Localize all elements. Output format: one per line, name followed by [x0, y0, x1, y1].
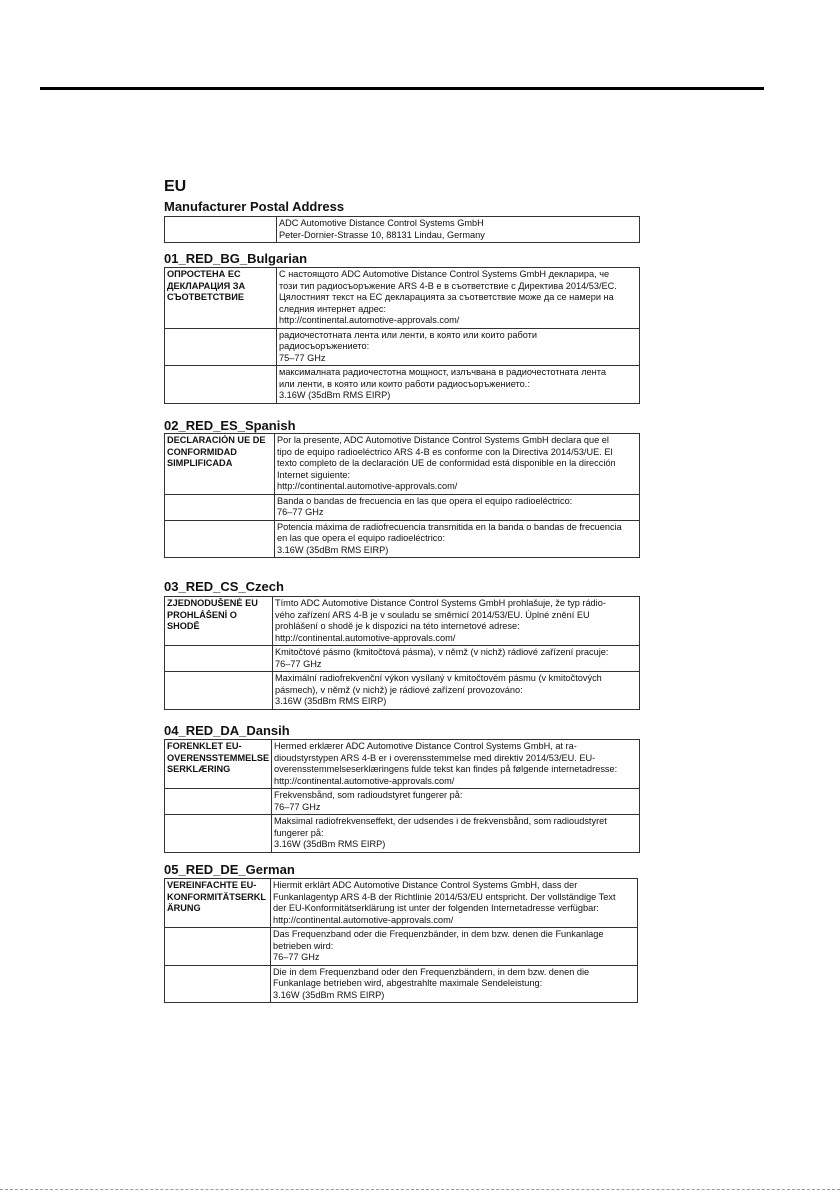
declaration-text-cell: [271, 965, 638, 1003]
declaration-text-line: 76–77 GHz: [273, 952, 320, 962]
declaration-label-line: ДЕКЛАРАЦИЯ ЗА: [167, 280, 246, 291]
declaration-row: [165, 672, 640, 710]
declaration-text-line: prohlášení o shodě je k dispozici na této internetové adrese:: [275, 621, 520, 631]
declaration-text-line: betrieben wird:: [273, 940, 334, 951]
section-heading: 01_RED_BG_Bulgarian: [164, 251, 308, 266]
declaration-text-cell: [277, 268, 640, 329]
declaration-text-line: pásmech), v němž (v nichž) je rádiové zařízení provozováno:: [275, 684, 523, 695]
declaration-table: [164, 433, 640, 558]
declaration-text-line: Funkanlagentyp ARS 4-B der Richtlinie 2014/53/EU entspricht. Der vollständige Text: [273, 891, 616, 902]
header-rule: [40, 87, 764, 90]
page-bottom-edge: [0, 1189, 840, 1190]
section-heading: 03_RED_CS_Czech: [164, 579, 284, 594]
declaration-text-line: Maksimal radiofrekvenseffekt, der udsendes i de frekvensbånd, som radioudstyret: [274, 816, 607, 826]
declaration-row: [165, 328, 640, 366]
declaration-text-line: 3.16W (35dBm RMS EIRP): [274, 839, 386, 849]
declaration-text-line: радиосъоръжението:: [279, 341, 370, 351]
declaration-label-line: SERKLÆRING: [167, 764, 231, 774]
declaration-label-cell: [165, 740, 272, 789]
declaration-row: [165, 646, 640, 672]
declaration-text-line: Potencia máxima de radiofrecuencia transmitida en la banda o bandas de frecuencia: [277, 521, 622, 532]
declaration-text-cell: [275, 520, 640, 558]
declaration-text-cell: [271, 928, 638, 966]
declaration-text-line: http://continental.automotive-approvals.com/: [277, 481, 458, 491]
declaration-label-cell: [165, 328, 277, 366]
declaration-table: [164, 596, 640, 710]
declaration-text-line: 3.16W (35dBm RMS EIRP): [273, 989, 385, 1000]
declaration-table: [164, 267, 640, 404]
manufacturer-table: [164, 216, 640, 243]
manufacturer-address-cell: [277, 217, 640, 243]
manufacturer-row: [165, 217, 640, 243]
declaration-label-line: PROHLÁŠENÍ O: [167, 609, 237, 620]
declaration-label-line: SIMPLIFICADA: [167, 458, 233, 468]
declaration-text-line: der EU-Konformitätserklärung ist unter der folgenden Internetadresse verfügbar:: [273, 903, 599, 913]
declaration-text-line: С настоящото ADC Automotive Distance Control Systems GmbH декларира, че: [279, 269, 610, 279]
declaration-text-line: http://continental.automotive-approvals.com/: [273, 914, 454, 925]
declaration-row: [165, 965, 638, 1003]
declaration-text-line: 3.16W (35dBm RMS EIRP): [279, 390, 391, 400]
declaration-label-cell: [165, 672, 273, 710]
declaration-text-line: максималната радиочестотна мощност, излъчвана в радиочестотната лента: [279, 367, 606, 377]
declaration-label-line: ОПРОСТЕНА ЕС: [167, 269, 241, 279]
declaration-label-cell: [165, 928, 271, 966]
manufacturer-street: Peter-Dornier-Strasse 10, 88131 Lindau, Germany: [279, 229, 485, 240]
declaration-text-line: Frekvensbånd, som radioudstyret fungerer på:: [274, 790, 463, 800]
declaration-text-cell: [272, 815, 640, 853]
declaration-label-cell: [165, 494, 275, 520]
declaration-text-line: радиочестотната лента или ленти, в която или които работи: [279, 329, 538, 340]
region-title: EU: [164, 178, 187, 195]
declaration-row: [165, 879, 638, 928]
declaration-table: [164, 739, 640, 853]
declaration-label-line: ZJEDNODUŠENÉ EU: [167, 598, 258, 608]
section-heading: 02_RED_ES_Spanish: [164, 418, 296, 433]
declaration-text-line: този тип радиосъоръжение ARS 4-B е в съответствие с Директива 2014/53/ЕС.: [279, 280, 617, 291]
declaration-text-line: 76–77 GHz: [277, 507, 324, 517]
declaration-text-line: Por la presente, ADC Automotive Distance Control Systems GmbH declara que el: [277, 435, 609, 445]
declaration-text-cell: [272, 789, 640, 815]
declaration-row: [165, 740, 640, 789]
declaration-row: [165, 366, 640, 404]
declaration-text-cell: [275, 494, 640, 520]
declaration-label-line: ÄRUNG: [167, 903, 201, 913]
declaration-text-line: следния интернет адрес:: [279, 303, 386, 314]
declaration-table: [164, 878, 638, 1003]
declaration-row: [165, 520, 640, 558]
declaration-text-line: http://continental.automotive-approvals.com/: [279, 315, 460, 325]
declaration-text-line: dioudstyrstypen ARS 4-B er i overensstemmelse med direktiv 2014/53/EU. EU-: [274, 752, 596, 763]
declaration-text-cell: [272, 740, 640, 789]
declaration-label-line: KONFORMITÄTSERKL: [167, 891, 267, 902]
declaration-text-line: Funkanlage betrieben wird, abgestrahlte maximale Sendeleistung:: [273, 978, 543, 988]
declaration-text-line: Banda o bandas de frecuencia en las que opera el equipo radioeléctrico:: [277, 495, 573, 506]
declaration-text-line: 76–77 GHz: [274, 801, 321, 812]
declaration-text-line: Die in dem Frequenzband oder den Frequenzbändern, in dem bzw. denen die: [273, 966, 590, 977]
declaration-label-line: СЪОТВЕТСТВИЕ: [167, 292, 245, 302]
declaration-text-line: Kmitočtové pásmo (kmitočtová pásma), v němž (v nichž) rádiové zařízení pracuje:: [275, 647, 609, 657]
declaration-label-cell: [165, 815, 272, 853]
declaration-text-cell: [277, 366, 640, 404]
declaration-text-cell: [271, 879, 638, 928]
declaration-text-line: 3.16W (35dBm RMS EIRP): [277, 544, 389, 555]
declaration-label-cell: [165, 268, 277, 329]
manufacturer-heading: Manufacturer Postal Address: [164, 199, 345, 214]
declaration-label-line: OVERENSSTEMMELSE: [167, 752, 269, 763]
declaration-text-line: Das Frequenzband oder die Frequenzbänder, in dem bzw. denen die Funkanlage: [273, 929, 604, 939]
declaration-text-line: vého zařízení ARS 4-B je v souladu se směrnicí 2014/53/EU. Úplné znění EU: [275, 609, 590, 620]
declaration-row: [165, 268, 640, 329]
declaration-text-cell: [273, 646, 640, 672]
declaration-label-cell: [165, 965, 271, 1003]
declaration-text-line: 75–77 GHz: [279, 352, 326, 363]
declaration-text-line: 3.16W (35dBm RMS EIRP): [275, 696, 387, 706]
section-heading: 04_RED_DA_Dansih: [164, 723, 290, 738]
declaration-row: [165, 434, 640, 495]
declaration-text-line: Hiermit erklärt ADC Automotive Distance Control Systems GmbH, dass der: [273, 880, 578, 890]
declaration-text-line: overensstemmelseserklæringens fulde tekst kan findes på følgende internetadresse:: [274, 764, 618, 774]
declaration-row: [165, 597, 640, 646]
declaration-row: [165, 789, 640, 815]
declaration-text-line: tipo de equipo radioeléctrico ARS 4-B es conforme con la Directiva 2014/53/UE. El: [277, 446, 613, 457]
declaration-label-cell: [165, 597, 273, 646]
declaration-row: [165, 815, 640, 853]
declaration-text-line: Hermed erklærer ADC Automotive Distance Control Systems GmbH, at ra-: [274, 741, 577, 751]
declaration-label-line: CONFORMIDAD: [167, 446, 237, 457]
section-heading: 05_RED_DE_German: [164, 862, 295, 877]
declaration-row: [165, 494, 640, 520]
manufacturer-name: ADC Automotive Distance Control Systems GmbH: [279, 218, 484, 228]
declaration-label-line: SHODĚ: [167, 621, 200, 631]
declaration-text-line: Цялостният текст на ЕС декларацията за съответствие може да се намери на: [279, 292, 614, 302]
declaration-text-cell: [275, 434, 640, 495]
declaration-text-line: fungerer på:: [274, 827, 324, 838]
declaration-text-line: http://continental.automotive-approvals.com/: [275, 632, 456, 643]
declaration-label-cell: [165, 520, 275, 558]
declaration-text-line: 76–77 GHz: [275, 658, 322, 669]
declaration-label-cell: [165, 879, 271, 928]
declaration-text-cell: [273, 672, 640, 710]
declaration-text-line: Internet siguiente:: [277, 469, 351, 480]
declaration-text-line: Tímto ADC Automotive Distance Control Systems GmbH prohlašuje, že typ rádio-: [275, 598, 606, 608]
declaration-text-line: Maximální radiofrekvenční výkon vysílaný v kmitočtovém pásmu (v kmitočtových: [275, 673, 602, 683]
declaration-row: [165, 928, 638, 966]
declaration-text-line: en las que opera el equipo radioeléctrico:: [277, 533, 446, 543]
declaration-label-cell: [165, 366, 277, 404]
declaration-label-cell: [165, 646, 273, 672]
declaration-text-cell: [277, 328, 640, 366]
declaration-label-line: FORENKLET EU-: [167, 741, 242, 751]
declaration-text-line: или ленти, в която или които работи радиосъоръжението.:: [279, 378, 530, 389]
declaration-label-cell: [165, 789, 272, 815]
declaration-text-line: http://continental.automotive-approvals.com/: [274, 775, 455, 786]
declaration-text-line: texto completo de la declaración UE de conformidad está disponible en la dirección: [277, 458, 616, 468]
manufacturer-label-cell: [165, 217, 277, 243]
declaration-label-cell: [165, 434, 275, 495]
declaration-label-line: VEREINFACHTE EU-: [167, 880, 257, 890]
declaration-text-cell: [273, 597, 640, 646]
declaration-label-line: DECLARACIÓN UE DE: [167, 435, 266, 445]
